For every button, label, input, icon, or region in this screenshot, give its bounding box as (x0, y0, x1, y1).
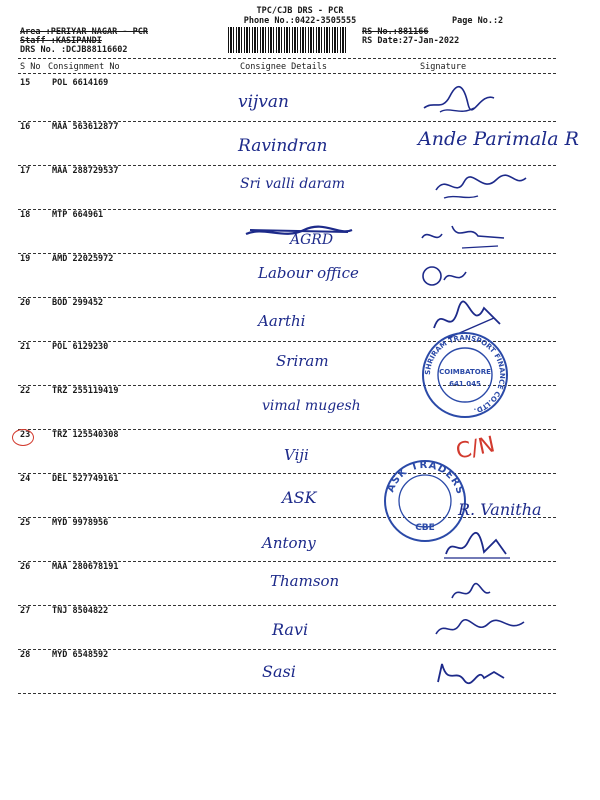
row-sno: 22 (20, 386, 31, 396)
col-consignee: Consignee Details (240, 62, 327, 72)
row-consignment: BOD 299452 (52, 298, 104, 308)
row-consignment: MYD 6548592 (52, 650, 109, 660)
stamp-ring-text: SHRIRAM TRANSPORT FINANCE CO.LTD. (423, 333, 507, 415)
row-sno: 25 (20, 518, 31, 528)
consignee-name: Aarthi (258, 312, 306, 330)
consignee-name: Sri valli daram (240, 176, 345, 192)
row-sno: 23 (20, 430, 31, 440)
signature-scribble (432, 656, 512, 692)
consignee-name: Sriram (276, 352, 329, 370)
col-signature: Signature (420, 62, 467, 72)
row-consignment: AMD 22025972 (52, 254, 114, 264)
staff-field: Staff :KASIPANDI (20, 36, 102, 46)
signature-scribble (418, 218, 508, 252)
row-consignment: TRZ 125540308 (52, 430, 119, 440)
row-sno: 15 (20, 78, 31, 88)
row-sno: 19 (20, 254, 31, 264)
signature-text: Ande Parimala R (418, 128, 579, 150)
page-number: Page No.:2 (452, 16, 504, 26)
scribble-strike (244, 222, 354, 244)
area-field: Area :PERIYAR NAGAR - PCR (20, 27, 148, 37)
consignee-name: Thamson (270, 572, 340, 590)
row-consignment: MAA 280678191 (52, 562, 119, 572)
red-circle-mark (12, 429, 34, 446)
consignee-name: Viji (284, 446, 309, 464)
signature-text: R. Vanitha (458, 500, 542, 519)
consignee-name: ASK (282, 488, 317, 507)
stamp-pin: 641 045 (449, 380, 481, 388)
consignee-name: Ravindran (238, 136, 328, 156)
table-row (0, 342, 600, 388)
phone-number: Phone No.:0422-3505555 (243, 16, 357, 26)
row-sno: 18 (20, 210, 31, 220)
consignee-name: vimal mugesh (262, 398, 361, 414)
row-consignment: MAA 288729537 (52, 166, 119, 176)
row-divider (18, 693, 556, 694)
col-sno: S No (20, 62, 41, 72)
signature-scribble (430, 168, 530, 204)
row-sno: 17 (20, 166, 31, 176)
row-consignment: MYD 9978956 (52, 518, 109, 528)
signature-scribble (430, 612, 530, 644)
table-row (0, 430, 600, 476)
row-divider (18, 429, 556, 430)
row-consignment: POL 6614169 (52, 78, 109, 88)
row-divider (18, 253, 556, 254)
column-divider (18, 73, 556, 74)
ask-stamp-text: ASK TRADERS (385, 459, 466, 497)
barcode (228, 27, 348, 53)
signature-scribble (440, 528, 520, 564)
row-divider (18, 473, 556, 474)
consignee-name: Antony (262, 534, 316, 552)
row-consignment: DEL 527749161 (52, 474, 119, 484)
rs-number: RS No.:881166 (362, 27, 429, 37)
consignee-name: Ravi (272, 620, 309, 639)
row-sno: 24 (20, 474, 31, 484)
row-sno: 28 (20, 650, 31, 660)
signature-scribble (446, 578, 496, 606)
row-sno: 21 (20, 342, 31, 352)
row-sno: 27 (20, 606, 31, 616)
row-consignment: MAA 563612877 (52, 122, 119, 132)
table-row (0, 254, 600, 300)
table-row (0, 386, 600, 432)
document-title: TPC/CJB DRS - PCR (256, 6, 344, 16)
consignee-name: AGRD (290, 232, 334, 248)
drs-number: DRS No. :DCJB88116602 (20, 45, 128, 55)
signature-scribble (420, 82, 500, 120)
rs-date: RS Date:27-Jan-2022 (362, 36, 460, 46)
stamp-city: COIMBATORE (439, 368, 491, 376)
row-divider (18, 121, 556, 122)
row-divider (18, 649, 556, 650)
table-row (0, 562, 600, 608)
header-divider (18, 58, 556, 59)
signature-scribble (418, 262, 478, 292)
consignee-name: Sasi (262, 662, 296, 681)
row-sno: 16 (20, 122, 31, 132)
table-row (0, 78, 600, 124)
row-sno: 26 (20, 562, 31, 572)
consignee-name: vijvan (238, 92, 289, 112)
row-consignment: POL 6129230 (52, 342, 109, 352)
row-consignment: MTP 664961 (52, 210, 104, 220)
svg-text:ASK TRADERS (385, 460, 465, 496)
row-consignment: TNJ 8504822 (52, 606, 109, 616)
ask-stamp-city: CBE (415, 523, 435, 533)
row-sno: 20 (20, 298, 31, 308)
row-divider (18, 165, 556, 166)
company-stamp (420, 330, 510, 420)
consignee-name: Labour office (258, 264, 359, 282)
cn-annotation: C/N (453, 432, 498, 465)
row-consignment: TRZ 255119419 (52, 386, 119, 396)
col-consignment: Consignment No (48, 62, 120, 72)
row-divider (18, 209, 556, 210)
